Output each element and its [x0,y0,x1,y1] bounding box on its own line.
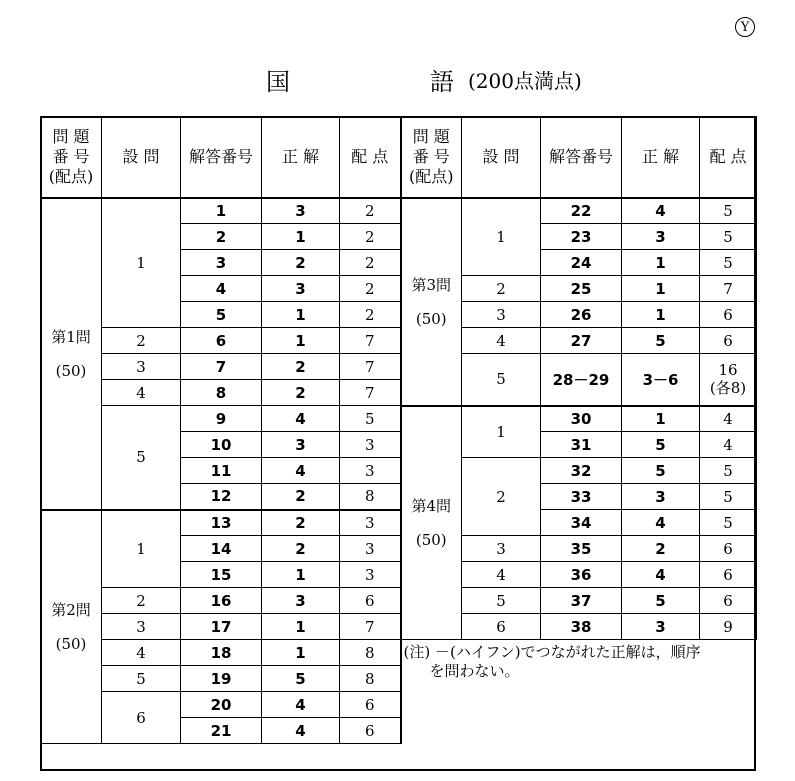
correct-answer: 1 [262,562,340,588]
points: 3 [340,510,401,536]
points: 6 [700,536,757,562]
question-4-label: 第4問 [411,496,452,515]
q1-sub-2: 2 [102,328,181,354]
header-correct: 正 解 [262,117,340,198]
version-marker: Y [735,17,755,37]
points: 8 [340,484,401,510]
points: 2 [340,198,401,224]
correct-answer: 1 [262,224,340,250]
answer-no: 17 [181,614,262,640]
correct-answer: 2 [262,250,340,276]
points: 7 [340,614,401,640]
header-points-right: 配 点 [700,117,757,198]
note [401,640,757,744]
header-qno-line2: 番 号 [52,146,90,166]
points: 6 [340,718,401,744]
correct-answer: 2 [262,484,340,510]
points: 8 [340,640,401,666]
points [700,354,757,406]
correct-answer: 5 [622,458,700,484]
q4-sub-2: 2 [462,458,541,536]
points: 8 [340,666,401,692]
answer-no: 1 [181,198,262,224]
correct-answer: 2 [262,536,340,562]
correct-answer: 2 [262,510,340,536]
title-subject-char2: 語 [430,68,454,96]
answer-no: 26 [541,302,622,328]
q1-sub-3: 3 [102,354,181,380]
question-3-points: (50) [415,309,447,328]
q1-sub-1: 1 [102,198,181,328]
answer-no: 31 [541,432,622,458]
question-3-cell [401,198,462,406]
answer-no: 5 [181,302,262,328]
correct-answer: 5 [622,432,700,458]
correct-answer: 1 [622,302,700,328]
question-1-label: 第1問 [51,327,91,346]
q3-sub-5: 5 [462,354,541,406]
q2-sub-1: 1 [102,510,181,588]
q4-sub-1: 1 [462,406,541,458]
points: 4 [700,432,757,458]
q3-sub-3: 3 [462,302,541,328]
points: 6 [700,302,757,328]
answer-no: 19 [181,666,262,692]
points: 6 [700,562,757,588]
q1-sub-5: 5 [102,406,181,510]
q2-sub-5: 5 [102,666,181,692]
header-row [41,117,757,198]
answer-no: 38 [541,614,622,640]
answer-no: 11 [181,458,262,484]
title-points: (200点満点) [468,69,582,93]
points: 5 [700,198,757,224]
header-question-no-right [401,117,462,198]
q4-sub-6: 6 [462,614,541,640]
points: 6 [340,692,401,718]
q3-sub-1: 1 [462,198,541,276]
correct-answer: 1 [262,640,340,666]
table-row [41,406,757,432]
correct-answer: 3 [262,198,340,224]
answer-no: 25 [541,276,622,302]
question-4-cell [401,406,462,640]
correct-answer: 1 [622,250,700,276]
points: 5 [700,250,757,276]
q4-sub-4: 4 [462,562,541,588]
title-subject-char1: 国 [266,68,290,96]
points: 2 [340,250,401,276]
correct-answer: 5 [622,588,700,614]
correct-answer: 2 [262,354,340,380]
q2-sub-2: 2 [102,588,181,614]
answer-no: 37 [541,588,622,614]
note-line1: (注) －(ハイフン)でつながれた正解は，順序 [403,643,701,661]
header-answer-no: 解答番号 [181,117,262,198]
answer-no: 9 [181,406,262,432]
points: 6 [700,588,757,614]
points: 7 [340,354,401,380]
answer-no: 13 [181,510,262,536]
points: 5 [700,510,757,536]
question-2-points: (50) [55,634,87,653]
question-2-cell [41,510,102,744]
points: 5 [340,406,401,432]
q2-sub-6: 6 [102,692,181,744]
correct-answer: 3－6 [622,354,700,406]
points: 5 [700,484,757,510]
answer-no: 27 [541,328,622,354]
correct-answer: 3 [622,224,700,250]
correct-answer: 5 [622,328,700,354]
correct-answer: 4 [622,562,700,588]
answer-table [40,116,757,744]
question-1-cell [41,198,102,510]
table-row [41,198,757,224]
points: 7 [340,380,401,406]
answer-no: 21 [181,718,262,744]
answer-no: 3 [181,250,262,276]
points: 6 [700,328,757,354]
answer-no: 10 [181,432,262,458]
points: 9 [700,614,757,640]
answer-no: 33 [541,484,622,510]
table-row [41,328,757,354]
answer-no: 24 [541,250,622,276]
page-title [0,62,795,96]
points: 5 [700,458,757,484]
correct-answer: 3 [262,432,340,458]
answer-no: 23 [541,224,622,250]
points: 5 [700,224,757,250]
q4-sub-5: 5 [462,588,541,614]
header-qno-line3: (配点) [409,166,454,186]
header-answer-no-right: 解答番号 [541,117,622,198]
question-4-points: (50) [415,530,447,549]
points: 2 [340,276,401,302]
correct-answer: 2 [262,380,340,406]
correct-answer: 1 [262,328,340,354]
header-points: 配 点 [340,117,401,198]
table-row [41,614,757,640]
correct-answer: 4 [262,458,340,484]
answer-no: 6 [181,328,262,354]
answer-no: 32 [541,458,622,484]
correct-answer: 3 [262,588,340,614]
table-row [41,510,757,536]
answer-no: 18 [181,640,262,666]
correct-answer: 3 [262,276,340,302]
points: 3 [340,432,401,458]
correct-answer: 1 [622,406,700,432]
answer-no: 4 [181,276,262,302]
q1-sub-4: 4 [102,380,181,406]
q3-sub-2: 2 [462,276,541,302]
points: 3 [340,562,401,588]
points-each: (各8) [709,379,747,398]
answer-no: 28－29 [541,354,622,406]
correct-answer: 2 [622,536,700,562]
correct-answer: 1 [622,276,700,302]
points: 7 [340,328,401,354]
correct-answer: 3 [622,484,700,510]
answer-no: 30 [541,406,622,432]
correct-answer: 3 [622,614,700,640]
header-qno-line1: 問 題 [52,126,90,146]
q2-sub-4: 4 [102,640,181,666]
answer-no: 22 [541,198,622,224]
q3-sub-4: 4 [462,328,541,354]
question-3-label: 第3問 [411,275,452,294]
answer-no: 16 [181,588,262,614]
answer-no: 15 [181,562,262,588]
answer-no: 14 [181,536,262,562]
q2-sub-3: 3 [102,614,181,640]
answer-no: 12 [181,484,262,510]
answer-no: 35 [541,536,622,562]
points: 2 [340,302,401,328]
header-setsumon: 設 問 [102,117,181,198]
correct-answer: 4 [262,692,340,718]
answer-no: 8 [181,380,262,406]
header-qno-line3: (配点) [48,166,94,186]
note-line2: を問わない。 [429,662,520,680]
answer-no: 36 [541,562,622,588]
answer-no: 7 [181,354,262,380]
correct-answer: 1 [262,614,340,640]
table-row [41,588,757,614]
table-row [41,354,757,380]
table-row [41,640,757,666]
points-total: 16 [718,361,738,380]
correct-answer: 4 [622,198,700,224]
correct-answer: 1 [262,302,340,328]
q4-sub-3: 3 [462,536,541,562]
points: 2 [340,224,401,250]
header-correct-right: 正 解 [622,117,700,198]
correct-answer: 5 [262,666,340,692]
answer-no: 2 [181,224,262,250]
answer-no: 20 [181,692,262,718]
correct-answer: 4 [622,510,700,536]
question-1-points: (50) [55,361,87,380]
points: 3 [340,536,401,562]
header-qno-line2: 番 号 [412,146,450,166]
points: 3 [340,458,401,484]
points: 6 [340,588,401,614]
points: 7 [700,276,757,302]
correct-answer: 4 [262,718,340,744]
question-2-label: 第2問 [51,600,91,619]
header-question-no [41,117,102,198]
header-qno-line1: 問 題 [412,126,450,146]
points: 4 [700,406,757,432]
header-setsumon-right: 設 問 [462,117,541,198]
answer-no: 34 [541,510,622,536]
correct-answer: 4 [262,406,340,432]
